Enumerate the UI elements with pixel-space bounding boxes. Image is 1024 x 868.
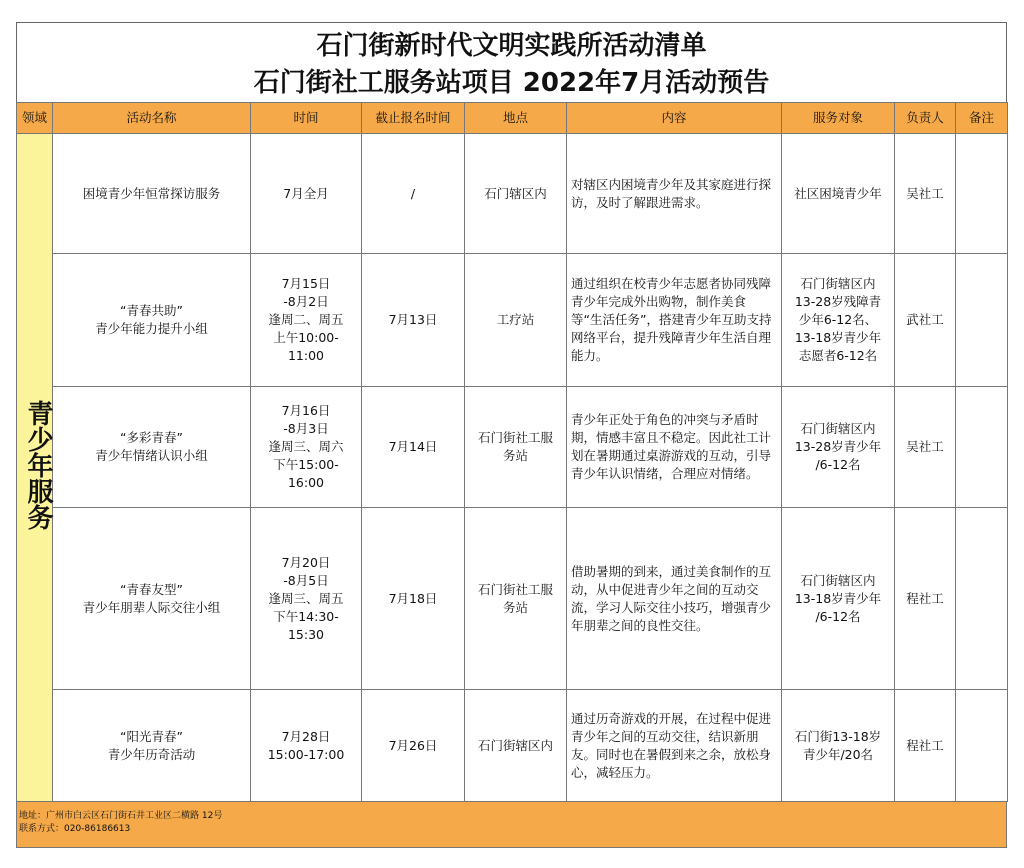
activity-owner: 程社工 [895,690,956,802]
activity-content: 借助暑期的到来，通过美食制作的互动，从中促进青少年之间的互动交流，学习人际交往小技巧，增强青少年朋辈之间的良性交往。 [567,508,782,690]
activity-content: 通过组织在校青少年志愿者协同残障青少年完成外出购物，制作美食等“生活任务”，搭建青少年互助支持网络平台，提升残障青少年生活自理能力。 [567,254,782,387]
header-note: 备注 [956,103,1008,134]
activity-deadline: 7月18日 [362,508,465,690]
activity-name: “青春友型” 青少年朋辈人际交往小组 [53,508,251,690]
activity-content: 通过历奇游戏的开展，在过程中促进青少年之间的互动交往，结识新朋友。同时也在暑假到来之余，放松身心，减轻压力。 [567,690,782,802]
activity-target: 石门街13-18岁 青少年/20名 [782,690,895,802]
main-title: 石门街新时代文明实践所活动清单 [316,31,707,61]
activity-time: 7月20日 -8月5日 逢周三、周五 下午14:30- 15:30 [251,508,362,690]
activity-deadline: 7月14日 [362,387,465,508]
header-content: 内容 [567,103,782,134]
activity-time: 7月15日 -8月2日 逢周二、周五 上午10:00- 11:00 [251,254,362,387]
table-row [17,254,1008,387]
header-owner: 负责人 [895,103,956,134]
domain-cell [17,134,53,802]
activity-location: 石门街社工服 务站 [465,508,567,690]
activity-deadline: 7月13日 [362,254,465,387]
activity-location: 石门街辖区内 [465,690,567,802]
header-row [17,103,1008,134]
header-target: 服务对象 [782,103,895,134]
domain-label: 青少年服务 [23,400,53,530]
activity-name: 困境青少年恒常探访服务 [53,134,251,254]
header-deadline: 截止报名时间 [362,103,465,134]
activity-deadline: 7月26日 [362,690,465,802]
header-activity: 活动名称 [53,103,251,134]
activity-location: 石门街社工服 务站 [465,387,567,508]
activity-time: 7月16日 -8月3日 逢周三、周六 下午15:00- 16:00 [251,387,362,508]
activity-name: “阳光青春” 青少年历奇活动 [53,690,251,802]
activity-target: 石门街辖区内 13-28岁残障青 少年6-12名、 13-18岁青少年 志愿者6-12名 [782,254,895,387]
header-location: 地点 [465,103,567,134]
sub-title: 石门街社工服务站项目 2022年7月活动预告 [253,68,770,98]
activity-name: “青春共助” 青少年能力提升小组 [53,254,251,387]
activity-note [956,690,1008,802]
activity-note [956,134,1008,254]
activity-location: 工疗站 [465,254,567,387]
header-time: 时间 [251,103,362,134]
activity-table [16,102,1008,802]
activity-deadline: / [362,134,465,254]
activity-location: 石门辖区内 [465,134,567,254]
title-block [16,22,1007,102]
activity-time: 7月全月 [251,134,362,254]
activity-note [956,508,1008,690]
footer [16,802,1007,848]
activity-note [956,387,1008,508]
activity-sheet [16,22,1007,848]
activity-owner: 吴社工 [895,387,956,508]
activity-content: 对辖区内困境青少年及其家庭进行探访，及时了解跟进需求。 [567,134,782,254]
activity-target: 社区困境青少年 [782,134,895,254]
footer-contact: 联系方式：020-86186613 [19,824,131,834]
activity-target: 石门街辖区内 13-18岁青少年 /6-12名 [782,508,895,690]
activity-owner: 吴社工 [895,134,956,254]
activity-owner: 武社工 [895,254,956,387]
activity-owner: 程社工 [895,508,956,690]
activity-content: 青少年正处于角色的冲突与矛盾时期，情感丰富且不稳定。因此社工计划在暑期通过桌游游戏的互动，引导青少年认识情绪，合理应对情绪。 [567,387,782,508]
table-row [17,134,1008,254]
table-row [17,690,1008,802]
table-row [17,387,1008,508]
activity-target: 石门街辖区内 13-28岁青少年 /6-12名 [782,387,895,508]
table-row [17,508,1008,690]
header-domain: 领域 [17,103,53,134]
activity-name: “多彩青春” 青少年情绪认识小组 [53,387,251,508]
footer-address: 地址：广州市白云区石门街石井工业区二横路 12号 [19,811,223,821]
activity-time: 7月28日 15:00-17:00 [251,690,362,802]
activity-note [956,254,1008,387]
